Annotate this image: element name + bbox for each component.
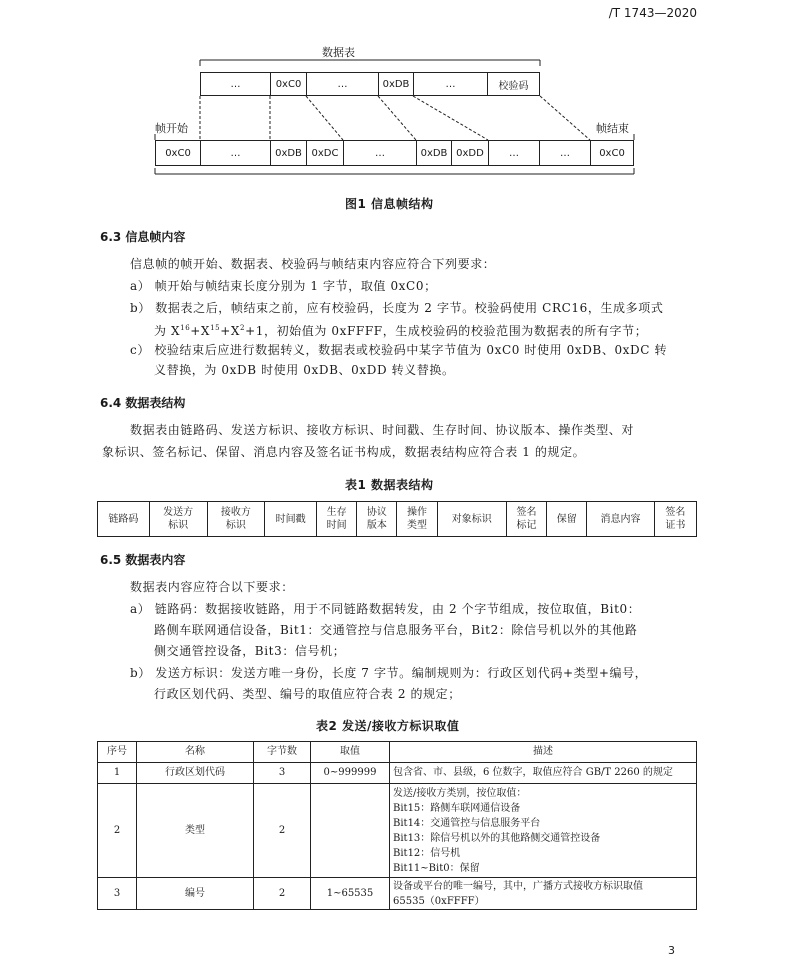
frame-end-label: 帧结束 [596, 122, 629, 135]
table-header-row [98, 742, 697, 763]
list-item: a） 帧开始与帧结束长度分别为 1 字节，取值 0xC0； [130, 279, 437, 293]
data-table-label: 数据表 [322, 46, 355, 59]
data-cell: 0xC0 [270, 72, 307, 96]
table-cell: 保留 [547, 502, 587, 537]
table-cell: 行政区划代码 [137, 763, 254, 784]
frame-start-label: 帧开始 [155, 122, 188, 135]
table-cell: 0~999999 [311, 763, 390, 784]
table-cell: 操作 类型 [397, 502, 437, 537]
checksum-cell: 校验码 [487, 72, 540, 96]
table-header-cell: 取值 [311, 742, 390, 763]
table2 [97, 741, 697, 910]
table-cell: 发送方 标识 [149, 502, 207, 537]
table1 [97, 501, 697, 537]
frame-cell: … [343, 140, 417, 166]
list-item-continuation: 路侧车联网通信设备，Bit1：交通管控与信息服务平台，Bit2：除信号机以外的其他路 [154, 623, 638, 637]
frame-cell: 0xC0 [155, 140, 201, 166]
list-item-continuation: 义替换，为 0xDB 时使用 0xDB、0xDD 转义替换。 [154, 363, 455, 377]
frame-cell: 0xDB [416, 140, 452, 166]
table1-caption: 表1 数据表结构 [345, 478, 434, 492]
page-number: 3 [668, 944, 675, 957]
table-row [98, 878, 697, 910]
table-cell: 1~65535 [311, 878, 390, 910]
section-6-3-title: 6.3 信息帧内容 [100, 230, 186, 244]
list-item-continuation: 行政区划代码、类型、编号的取值应符合表 2 的规定； [154, 687, 461, 701]
table-cell [311, 784, 390, 878]
table-header-cell: 字节数 [254, 742, 311, 763]
data-cell: … [306, 72, 379, 96]
paragraph: 信息帧的帧开始、数据表、校验码与帧结束内容应符合下列要求： [130, 257, 496, 271]
table-cell: 签名 证书 [654, 502, 696, 537]
table-cell: 编号 [137, 878, 254, 910]
paragraph: 数据表内容应符合以下要求： [130, 580, 294, 594]
paragraph: 数据表由链路码、发送方标识、接收方标识、时间戳、生存时间、协议版本、操作类型、对 [130, 423, 635, 437]
table-cell: 时间戳 [265, 502, 317, 537]
figure-lines [0, 0, 793, 200]
table-cell: 包含省、市、县级，6 位数字，取值应符合 GB/T 2260 的规定 [390, 763, 697, 784]
table-cell: 1 [98, 763, 137, 784]
table-cell: 消息内容 [587, 502, 654, 537]
table-cell: 生存 时间 [317, 502, 357, 537]
table2-caption: 表2 发送/接收方标识取值 [316, 719, 460, 733]
data-cell: … [200, 72, 271, 96]
table-cell: 3 [98, 878, 137, 910]
table-row [98, 784, 697, 878]
table-cell: 协议 版本 [357, 502, 397, 537]
data-cell: 0xDB [378, 72, 414, 96]
table-cell: 2 [98, 784, 137, 878]
table-cell: 发送/接收方类别，按位取值： Bit15：路侧车联网通信设备 Bit14：交通管控与信息服务平台 Bit13：除信号机以外的其他路侧交通管控设备 Bit12：信号机 Bit11~Bit0：保留 [390, 784, 697, 878]
list-item-continuation: 为 $X^{16}+X^{15}+X^2+1$，初始值为 0xFFFF，生成校验码的校验范围为数据表的所有字节； [154, 324, 648, 338]
table-row [98, 763, 697, 784]
frame-cell: 0xDD [451, 140, 489, 166]
table-cell: 链路码 [98, 502, 150, 537]
table-header-cell: 名称 [137, 742, 254, 763]
section-6-4-title: 6.4 数据表结构 [100, 396, 186, 410]
paragraph: 象标识、签名标记、保留、消息内容及签名证书构成，数据表结构应符合表 1 的规定。 [102, 445, 586, 459]
data-cell: … [413, 72, 488, 96]
frame-cell: … [539, 140, 591, 166]
frame-cell: 0xDC [306, 140, 344, 166]
list-item: a） 链路码：数据接收链路，用于不同链路数据转发，由 2 个字节组成，按位取值，Bit0： [130, 602, 641, 616]
list-item: b） 数据表之后，帧结束之前，应有校验码，长度为 2 字节。校验码使用 CRC16，生成多项式 [130, 301, 664, 315]
section-6-5-title: 6.5 数据表内容 [100, 553, 186, 567]
table-cell: 签名 标记 [506, 502, 546, 537]
table-cell: 3 [254, 763, 311, 784]
table-header-cell: 序号 [98, 742, 137, 763]
table-cell: 2 [254, 878, 311, 910]
list-item: c） 校验结束后应进行数据转义，数据表或校验码中某字节值为 0xC0 时使用 0xDB、0xDC 转 [130, 343, 668, 357]
frame-cell: … [200, 140, 271, 166]
list-item: b） 发送方标识：发送方唯一身份，长度 7 字节。编制规则为：行政区划代码+类型+编号， [130, 666, 648, 680]
standard-number: /T 1743—2020 [608, 6, 697, 20]
frame-cell: 0xC0 [590, 140, 634, 166]
table-cell: 2 [254, 784, 311, 878]
table-header-cell: 描述 [390, 742, 697, 763]
table-cell: 对象标识 [437, 502, 506, 537]
table-cell: 接收方 标识 [207, 502, 265, 537]
table-cell: 类型 [137, 784, 254, 878]
table-row [98, 502, 697, 537]
figure-caption: 图1 信息帧结构 [345, 197, 434, 211]
table-cell: 设备或平台的唯一编号，其中，广播方式接收方标识取值 65535（0xFFFF） [390, 878, 697, 910]
frame-cell: 0xDB [270, 140, 307, 166]
frame-cell: … [488, 140, 540, 166]
list-item-continuation: 侧交通管控设备，Bit3：信号机； [154, 644, 346, 658]
